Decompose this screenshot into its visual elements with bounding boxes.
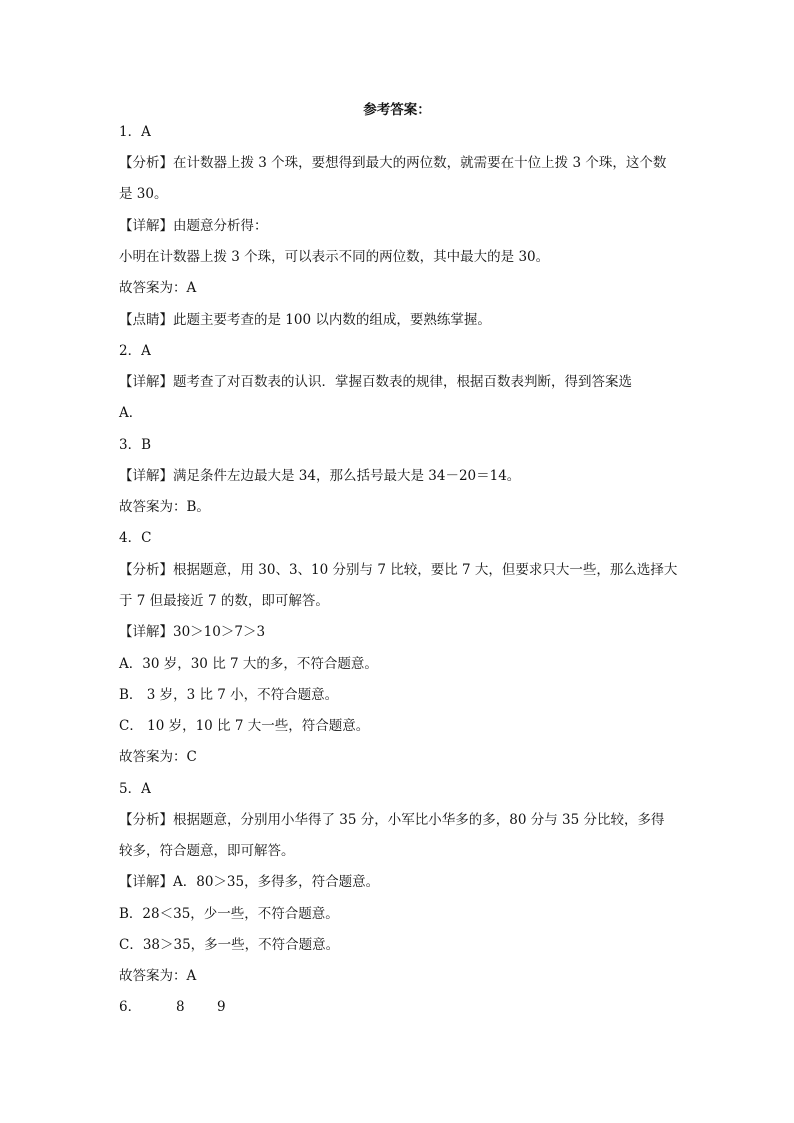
answer-line: A．30 岁，30 比 7 大的多，不符合题意。 (119, 656, 378, 672)
answer-line: 【详解】30＞10＞7＞3 (119, 624, 266, 640)
answer-line: 较多，符合题意，即可解答。 (119, 843, 295, 859)
answer-line: 故答案为：C (119, 749, 197, 765)
answer-line: 【分析】根据题意，用 30、3、10 分别与 7 比较，要比 7 大，但要求只大一些，那么选择大 (119, 562, 678, 578)
question-6-answer-2: 9 (217, 999, 226, 1015)
answer-line: C．38＞35，多一些，不符合题意。 (119, 937, 340, 953)
answer-line: 是 30。 (119, 186, 168, 202)
answer-line: 小明在计数器上拨 3 个珠，可以表示不同的两位数，其中最大的是 30。 (119, 249, 550, 265)
answer-line: 故答案为：B。 (119, 499, 210, 515)
answer-line: 3．B (119, 437, 152, 453)
answer-line: 5．A (119, 781, 151, 797)
answer-line: 【分析】在计数器上拨 3 个珠，要想得到最大的两位数，就需要在十位上拨 3 个珠，这个数 (119, 155, 667, 171)
answer-line: B． 3 岁，3 比 7 小，不符合题意。 (119, 687, 339, 703)
answer-line: 【详解】题考查了对百数表的认识．掌握百数表的规律，根据百数表判断，得到答案选 (119, 374, 632, 390)
answer-line: 于 7 但最接近 7 的数，即可解答。 (119, 593, 329, 609)
answer-line: 【详解】A．80＞35，多得多，符合题意。 (119, 874, 380, 890)
answer-line: A． (119, 405, 143, 421)
answer-line: 1．A (119, 124, 151, 140)
answer-line: 【点睛】此题主要考查的是 100 以内数的组成，要熟练掌握。 (119, 312, 491, 328)
question-6-number: 6． (119, 999, 142, 1015)
page-title: 参考答案： (363, 102, 431, 118)
answer-line: B．28＜35，少一些，不符合题意。 (119, 906, 339, 922)
answer-line: 【分析】根据题意，分别用小华得了 35 分，小军比小华多的多，80 分与 35 分比较，多得 (119, 812, 665, 828)
answer-line: 【详解】由题意分析得： (119, 218, 268, 234)
answer-line: 【详解】满足条件左边最大是 34，那么括号最大是 34－20＝14。 (119, 468, 521, 484)
answer-line: 故答案为：A (119, 968, 197, 984)
answer-line: 4．C (119, 530, 152, 546)
answer-line: 2．A (119, 343, 151, 359)
question-6-answer-1: 8 (176, 999, 185, 1015)
answer-line: 故答案为：A (119, 280, 197, 296)
answer-line: C． 10 岁，10 比 7 大一些，符合题意。 (119, 718, 370, 734)
